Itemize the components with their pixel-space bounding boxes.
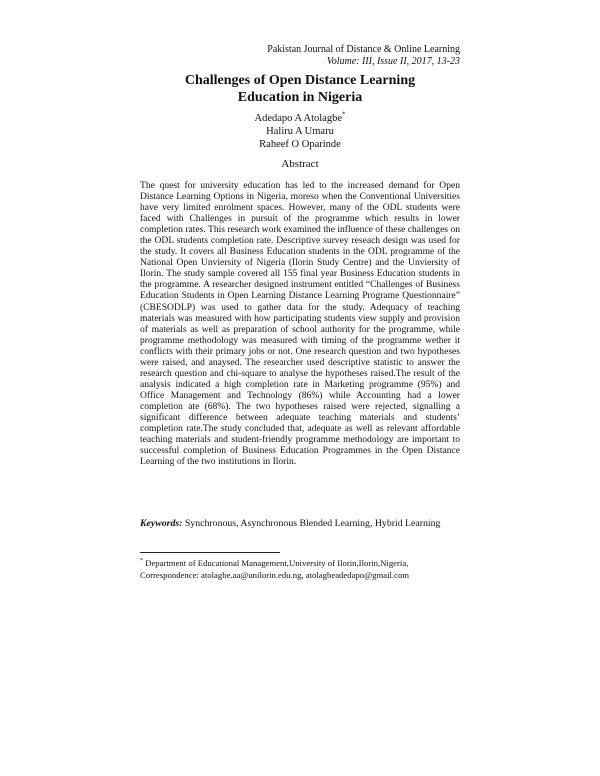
keywords-separator: : xyxy=(179,518,183,529)
author-3: Raheef O Oparinde xyxy=(259,139,341,150)
author-1 xyxy=(140,112,460,125)
paper-title-line-1: Challenges of Open Distance Learning xyxy=(184,73,416,88)
journal-header xyxy=(267,44,460,68)
keywords-line xyxy=(140,518,460,530)
journal-name: Pakistan Journal of Distance & Online Learning xyxy=(267,44,460,55)
footnote-affiliation-line xyxy=(140,558,470,570)
author-1-footnote-mark: * xyxy=(342,110,346,119)
footnote-correspondence: Correspondence: atolagbe.aa@unilorin.edu.ng, atolagbeadedapo@gmail.com xyxy=(140,569,410,580)
author-1-name: Adedapo A Atolagbe xyxy=(254,113,342,124)
footnote-affiliation: Department of Educational Management,University of Ilorin,Ilorin,Nigeria, xyxy=(143,558,409,568)
keywords-label: Keywords xyxy=(140,518,180,529)
paper-title xyxy=(140,72,460,106)
footnote-mark: * xyxy=(140,558,143,565)
author-2: Haliru A Umaru xyxy=(266,126,334,137)
journal-volume-info: Volume: III, Issue II, 2017, 13-23 xyxy=(326,56,460,67)
paper-title-line-2: Education in Nigeria xyxy=(237,90,363,105)
footnote-divider xyxy=(140,552,280,553)
author-list xyxy=(140,112,460,151)
keywords-text: Synchronous, Asynchronous Blended Learning, Hybrid Learning xyxy=(182,518,441,529)
footnote xyxy=(140,558,470,581)
abstract-body: The quest for university education has led to the increased demand for Open Distance Learning Options in Nigeria, moreso when the Conventional Universities have very limited enrolment spaces. However, many of the ODL students were faced with Challenges in pursuit of the programme which results in lower completion rates. This research work examined the influence of these challenges on the ODL students completion rate. Descriptive survey reseach design was used for the study. It covers all Business Education students in the ODL programme of the National Open Unviersity of Nigeria (Ilorin Study Centre) and the Unviersity of Ilorin. The study sample covered all 155 final year Business Education students in the programme. A researcher designed instrument entitled “Challenges of Business Education Students in Open Learning Distance Learning Programe Questionnaire” (CBESODLP) was used to gather data for the study. Adequacy of teaching materials was measured with how participating students view supply and provision of materials as well as preparation of school authority for the programme, while programme methodology was measured with timing of the programme wether it conflicts with their primary jobs or not. One research question and two hypotheses were raised, and anaysed. The researcher used descriptive statistic to answer the research question and chi-square to analyse the hypotheses raised.The result of the analysis indicated a high completion rate in Marketing programme (95%) and Office Management and Technology (86%) while Accounting had a lower completion ate (68%). The two hypotheses raised were rejected, signalling a significant difference between adequate teaching materials and students’ completion rate.The study concluded that, adequate as well as relevant affordable teaching materials and student-friendly programme methodology are important to successful completion of Business Education Programmes in the Open Distance Learning of the two institutions in Ilorin. xyxy=(140,180,460,468)
abstract-heading: Abstract xyxy=(281,158,319,170)
